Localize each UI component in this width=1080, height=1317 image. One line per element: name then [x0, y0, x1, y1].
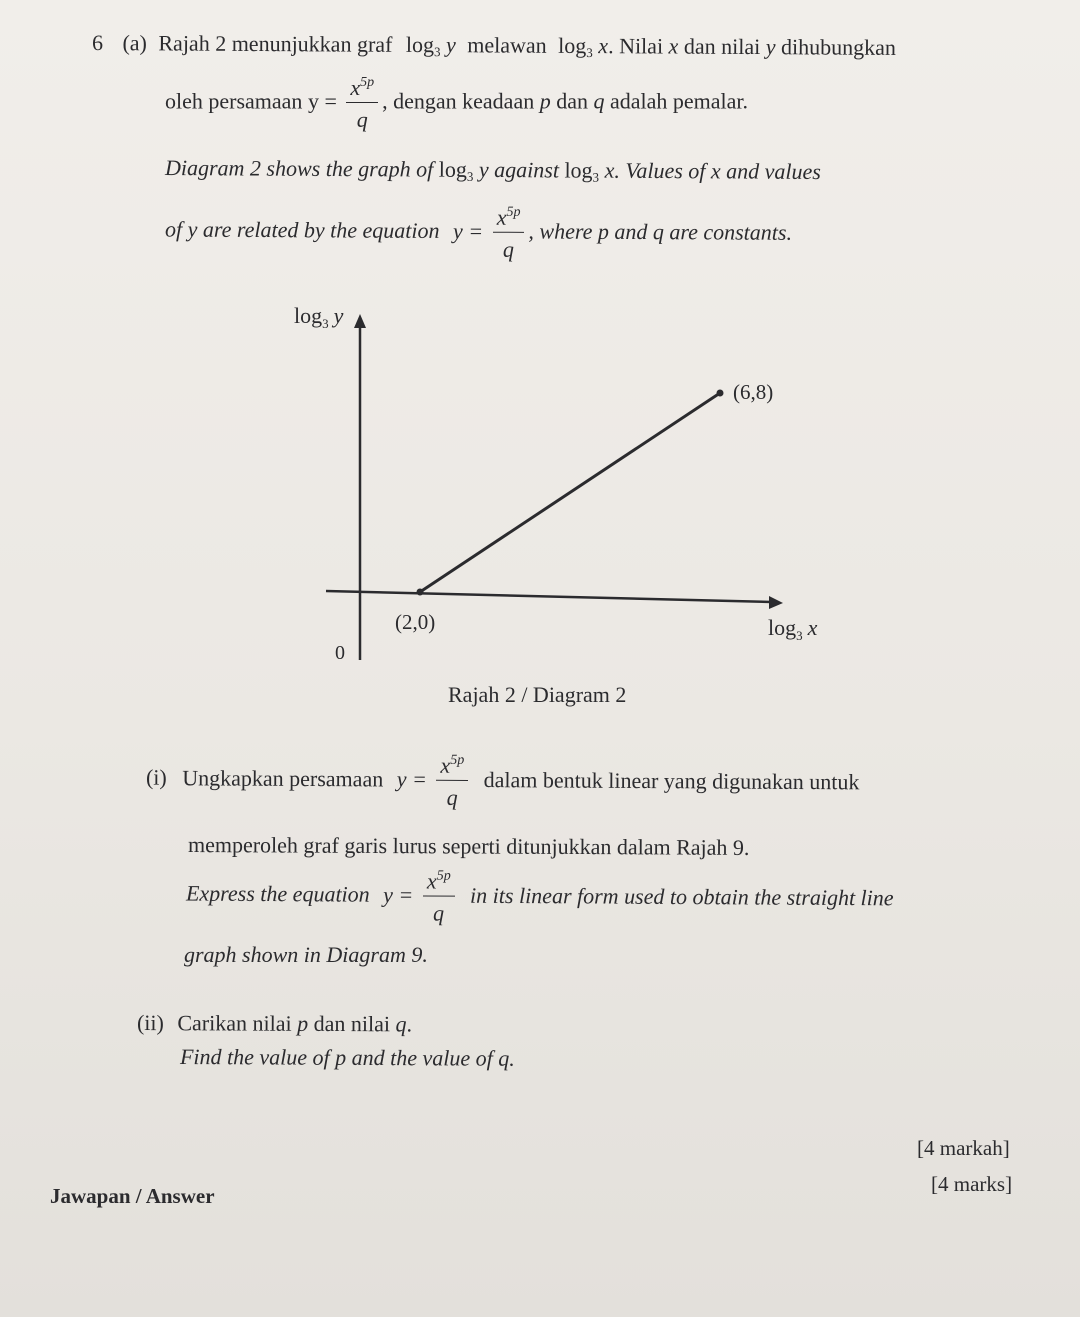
part-ii-ms: (ii) Carikan nilai p dan nilai q. [136, 1010, 413, 1037]
equation-line-ms: oleh persamaan y = $\frac{x^{5p}}{q}$ , dengan keadaan p dan q adalah pemalar. [165, 75, 749, 132]
origin-label: 0 [335, 642, 345, 664]
part-i-ms-line2: memperoleh graf garis lurus seperti ditunjukkan dalam Rajah 9. [187, 832, 750, 860]
question-intro-ms: 6 (a) Rajah 2 menunjukkan graf $\log_3 y$ melawan $\log_3 x$. Nilai x dan nilai y dihubungkan [91, 30, 896, 61]
equation-fraction: $\frac{x^{5p}}{q}$ [346, 76, 378, 131]
question-part: (a) [122, 30, 148, 56]
graph-line [420, 393, 720, 592]
y-axis-label: $\log_3 y$ [294, 303, 344, 331]
part-i-ms-line1: (i) Ungkapkan persamaan y = $\frac{x^{5p}}{q}$ dalam bentuk linear yang digunakan untuk [145, 752, 860, 810]
equation-line-en: of y are related by the equation y = $\frac{x^{5p}}{q}$ , where p and q are constants. [164, 204, 793, 262]
equation-fraction-en: $\frac{x^{5p}}{q}$ [493, 206, 525, 261]
x-axis [326, 591, 772, 602]
part-i-fraction: $\frac{x^{5p}}{q}$ [436, 754, 468, 809]
point-a-label: (2,0) [395, 610, 436, 634]
marks-en: [4 marks] [931, 1172, 1013, 1196]
point-b [717, 390, 724, 397]
marks-ms: [4 markah] [917, 1136, 1010, 1160]
y-axis-arrow [354, 314, 366, 328]
x-axis-label: $\log_3 x$ [768, 615, 818, 643]
part-i-en-line1: Express the equation y = $\frac{x^{5p}}{q}$ in its linear form used to obtain the straight line [185, 868, 894, 926]
question-number: 6 [91, 30, 104, 56]
part-i-en-line2: graph shown in Diagram 9. [184, 942, 428, 967]
part-i-label: (i) [145, 764, 167, 790]
x-axis-arrow [769, 596, 783, 609]
part-i-fraction-en: $\frac{x^{5p}}{q}$ [423, 869, 455, 924]
point-b-label: (6,8) [733, 380, 774, 404]
question-intro-en: Diagram 2 shows the graph of $\log_3 y$ against $\log_3 x$. Values of x and values [164, 155, 821, 185]
diagram-caption: Rajah 2 / Diagram 2 [448, 682, 627, 707]
point-a [417, 589, 424, 596]
answer-label: Jawapan / Answer [50, 1184, 215, 1208]
part-ii-en: Find the value of p and the value of q. [179, 1044, 515, 1071]
part-ii-label: (ii) [136, 1010, 164, 1036]
